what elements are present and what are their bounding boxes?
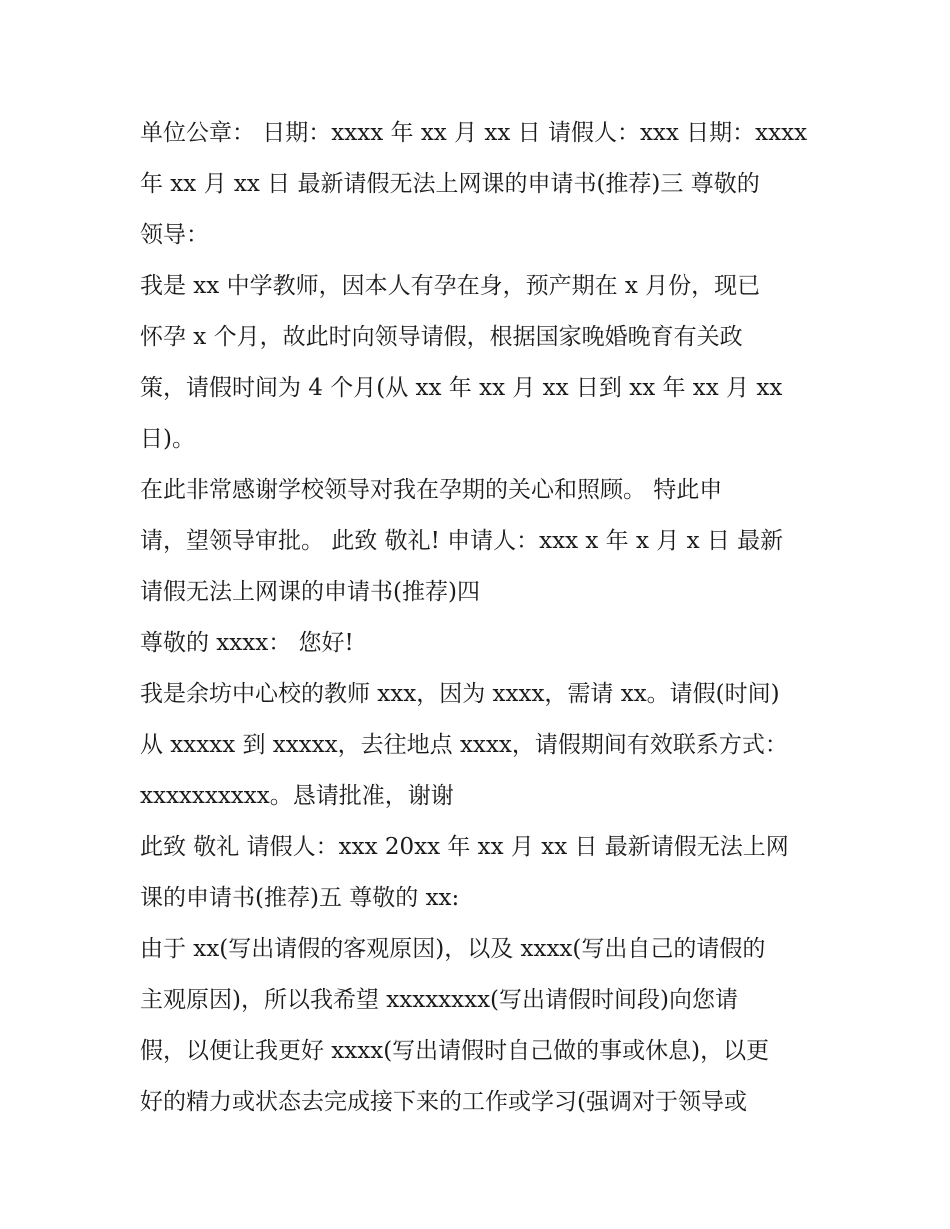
document-body	[140, 108, 820, 1128]
text-line: 请，望领导审批。 此致 敬礼! 申请人：xxx x 年 x 月 x 日 最新	[140, 528, 784, 554]
text-line: 领导：	[140, 222, 209, 248]
text-line: 此致 敬礼 请假人：xxx 20xx 年 xx 月 xx 日 最新请假无法上网	[140, 834, 789, 860]
text-line: 主观原因)，所以我希望 xxxxxxxx(写出请假时间段)向您请	[140, 987, 738, 1013]
text-line: 由于 xx(写出请假的客观原因)，以及 xxxx(写出自己的请假的	[140, 936, 766, 962]
text-line: 我是 xx 中学教师，因本人有孕在身，预产期在 x 月份，现已	[140, 273, 761, 299]
text-line: 好的精力或状态去完成接下来的工作或学习(强调对于领导或	[140, 1089, 747, 1115]
text-line: 在此非常感谢学校领导对我在孕期的关心和照顾。 特此申	[140, 477, 723, 503]
text-line: 策，请假时间为 4 个月(从 xx 年 xx 月 xx 日到 xx 年 xx 月 xx	[140, 375, 783, 401]
text-line: 尊敬的 xxxx： 您好!	[140, 630, 354, 656]
text-line: xxxxxxxxxx。恳请批准，谢谢	[140, 783, 454, 809]
text-line: 日)。	[140, 426, 195, 452]
text-line: 请假无法上网课的申请书(推荐)四	[140, 579, 480, 605]
text-line: 单位公章： 日期：xxxx 年 xx 月 xx 日 请假人：xxx 日期：xxxx	[140, 120, 808, 146]
text-line: 从 xxxxx 到 xxxxx，去往地点 xxxx，请假期间有效联系方式：	[140, 732, 788, 758]
text-line: 假，以便让我更好 xxxx(写出请假时自己做的事或休息)，以更	[140, 1038, 770, 1064]
text-line: 我是余坊中心校的教师 xxx，因为 xxxx，需请 xx。请假(时间)	[140, 681, 780, 707]
text-line: 年 xx 月 xx 日 最新请假无法上网课的申请书(推荐)三 尊敬的	[140, 171, 760, 197]
text-line: 怀孕 x 个月，故此时向领导请假，根据国家晚婚晚育有关政	[140, 324, 743, 350]
text-line: 课的申请书(推荐)五 尊敬的 xx:	[140, 885, 460, 911]
